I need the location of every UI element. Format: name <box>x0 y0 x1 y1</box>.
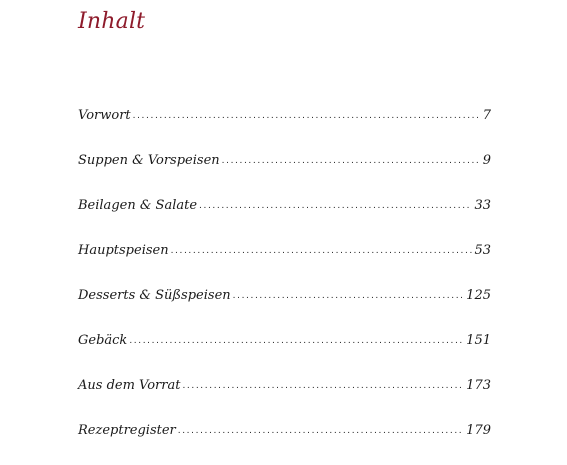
toc-page-number: 53 <box>474 243 491 258</box>
toc-entry-vorwort <box>78 105 491 150</box>
toc-entry-label: Gebäck <box>78 333 128 348</box>
toc-entry-gebaeck <box>78 330 491 375</box>
toc-page-number: 33 <box>474 198 491 213</box>
toc-entry-label: Vorwort <box>78 108 131 123</box>
table-of-contents <box>78 105 491 465</box>
toc-dot-leader <box>171 240 473 262</box>
toc-entry-label: Rezeptregister <box>78 423 176 438</box>
toc-entry-beilagen-salate <box>78 195 491 240</box>
toc-dot-leader <box>233 285 465 307</box>
toc-page-number: 173 <box>466 378 491 393</box>
toc-entry-rezeptregister <box>78 420 491 465</box>
toc-entry-suppen-vorspeisen <box>78 150 491 195</box>
toc-dot-leader <box>129 330 464 352</box>
page-title: Inhalt <box>78 9 146 34</box>
toc-dot-leader <box>199 195 472 217</box>
toc-dot-leader <box>133 105 481 127</box>
toc-page-number: 179 <box>466 423 491 438</box>
toc-entry-label: Desserts & Süßspeisen <box>78 288 231 303</box>
toc-page-number: 7 <box>482 108 491 123</box>
toc-entry-label: Hauptspeisen <box>78 243 169 258</box>
toc-entry-label: Suppen & Vorspeisen <box>78 153 220 168</box>
toc-entry-desserts-suessspeisen <box>78 285 491 330</box>
toc-dot-leader <box>182 375 464 397</box>
toc-entry-aus-dem-vorrat <box>78 375 491 420</box>
toc-dot-leader <box>178 420 464 442</box>
toc-dot-leader <box>222 150 481 172</box>
toc-page-number: 125 <box>466 288 491 303</box>
toc-entry-label: Beilagen & Salate <box>78 198 198 213</box>
toc-page-number: 9 <box>482 153 491 168</box>
toc-entry-label: Aus dem Vorrat <box>78 378 181 393</box>
toc-page-number: 151 <box>466 333 491 348</box>
toc-entry-hauptspeisen <box>78 240 491 285</box>
